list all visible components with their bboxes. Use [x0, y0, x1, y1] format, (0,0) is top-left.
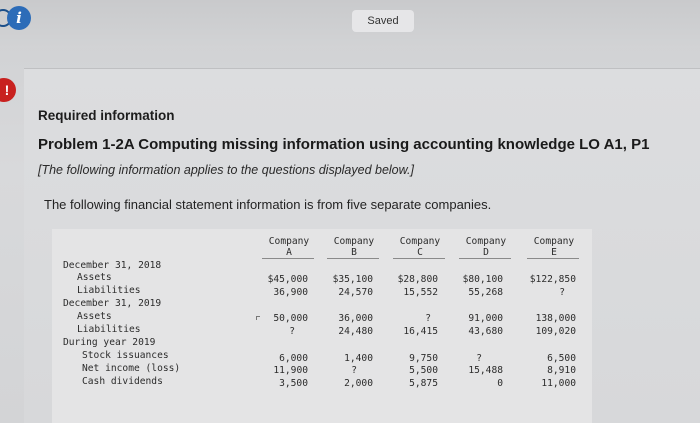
- table-cell: 16,415: [403, 326, 438, 337]
- table-cell: ?: [289, 326, 295, 337]
- table-cell: 8,910: [547, 365, 576, 376]
- column-header-c: [389, 236, 451, 258]
- table-cell: $45,000: [267, 274, 308, 285]
- row-label: Liabilities: [77, 285, 141, 296]
- panel-divider: [24, 68, 700, 69]
- table-cell: 3,500: [279, 378, 308, 389]
- column-header-b: [323, 236, 385, 258]
- row-label: Stock issuances: [82, 350, 169, 361]
- column-header-line1: Company: [399, 236, 441, 247]
- top-toolbar: [0, 0, 700, 48]
- column-header-line2: A: [286, 247, 292, 258]
- column-header-d: [455, 236, 517, 258]
- table-cell: 138,000: [535, 313, 576, 324]
- column-header-e: [523, 236, 585, 258]
- table-cell: 2,000: [344, 378, 373, 389]
- row-label: Cash dividends: [82, 376, 163, 387]
- table-cell: $28,800: [397, 274, 438, 285]
- table-cell: 5,500: [409, 365, 438, 376]
- saved-status-badge: Saved: [352, 10, 414, 32]
- table-cell: 11,900: [273, 365, 308, 376]
- table-cell: $80,100: [462, 274, 503, 285]
- table-cell: 55,268: [468, 287, 503, 298]
- row-label-section: During year 2019: [63, 337, 156, 348]
- row-label: Liabilities: [77, 324, 141, 335]
- table-cell: 15,488: [468, 365, 503, 376]
- table-cell: $122,850: [529, 274, 576, 285]
- info-icon[interactable]: i: [7, 6, 31, 30]
- table-cell: ?: [351, 365, 357, 376]
- table-cell: 36,900: [273, 287, 308, 298]
- column-header-line2: D: [483, 247, 489, 258]
- table-cell: ?: [559, 287, 565, 298]
- problem-title: Problem 1-2A Computing missing information using accounting knowledge LO A1, P1: [38, 136, 650, 153]
- column-header-line2: E: [551, 247, 557, 258]
- column-header-line1: Company: [465, 236, 507, 247]
- table-cell: 50,000: [273, 313, 308, 324]
- table-cell: 11,000: [541, 378, 576, 389]
- table-cell: 6,000: [279, 353, 308, 364]
- table-cell: 9,750: [409, 353, 438, 364]
- header-underline: [527, 258, 579, 259]
- row-label: Net income (loss): [82, 363, 181, 374]
- table-cell: $35,100: [332, 274, 373, 285]
- table-cell: 6,500: [547, 353, 576, 364]
- table-cell: ?: [425, 313, 431, 324]
- instruction-note: [The following information applies to the questions displayed below.]: [38, 163, 414, 177]
- table-cell: 91,000: [468, 313, 503, 324]
- column-header-line1: Company: [268, 236, 310, 247]
- table-cell: 24,480: [338, 326, 373, 337]
- table-cell: ?: [476, 353, 482, 364]
- header-underline: [393, 258, 445, 259]
- header-underline: [262, 258, 314, 259]
- header-underline: [327, 258, 379, 259]
- table-cell: 43,680: [468, 326, 503, 337]
- required-information-heading: Required information: [38, 108, 175, 123]
- intro-text: The following financial statement information is from five separate companies.: [44, 197, 492, 212]
- column-header-line2: B: [351, 247, 357, 258]
- row-label-section: December 31, 2018: [63, 260, 162, 271]
- table-cell: 5,875: [409, 378, 438, 389]
- column-header-line1: Company: [533, 236, 575, 247]
- table-cell: 0: [497, 378, 503, 389]
- row-label: Assets: [77, 311, 112, 322]
- table-cell: 1,400: [344, 353, 373, 364]
- column-header-line2: C: [417, 247, 423, 258]
- header-underline: [459, 258, 511, 259]
- table-cell: 24,570: [338, 287, 373, 298]
- alert-icon[interactable]: !: [0, 78, 16, 102]
- row-label: Assets: [77, 272, 112, 283]
- column-header-line1: Company: [333, 236, 375, 247]
- column-header-a: [258, 236, 320, 258]
- row-label-section: December 31, 2019: [63, 298, 162, 309]
- table-cell: 15,552: [403, 287, 438, 298]
- table-cell: 109,020: [535, 326, 576, 337]
- table-cell: 36,000: [338, 313, 373, 324]
